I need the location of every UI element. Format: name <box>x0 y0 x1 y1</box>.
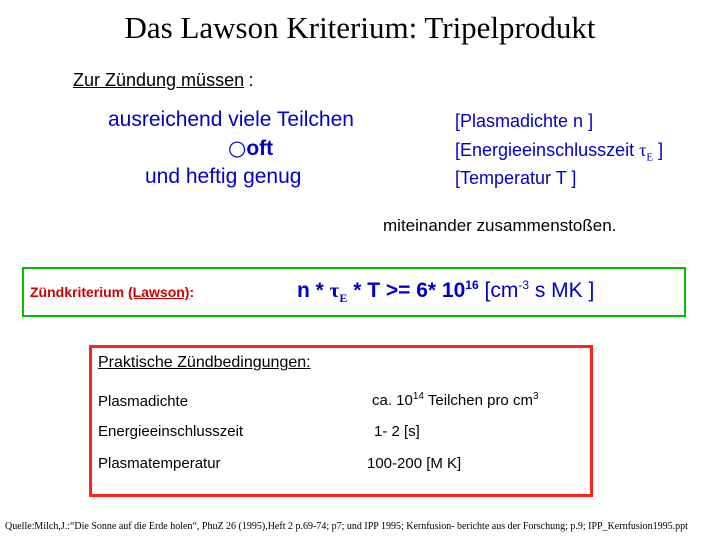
bracket-temperature: [Temperatur T ] <box>455 168 577 188</box>
bracket-confinement: [Energieeinschlusszeit $\tau_E$ ] <box>455 140 664 164</box>
row-label-density: Plasmadichte <box>98 393 189 410</box>
collision-line: miteinander zusammenstoßen. <box>383 216 617 235</box>
intro-colon: : <box>248 70 254 90</box>
row-value-confinement: 1- 2 [s] <box>374 423 420 440</box>
practical-conditions-box <box>89 345 593 497</box>
often-symbol-icon: ○ <box>228 136 247 160</box>
intro-line <box>73 70 254 91</box>
row-value-density: ca. $10^{14}$ Teilchen pro $cm^3$ <box>372 391 539 409</box>
condition-many-particles: ausreichend viele Teilchen <box>108 108 354 131</box>
row-label-confinement: Energieeinschlusszeit <box>98 423 244 440</box>
condition-hard-enough: und heftig genug <box>145 165 302 188</box>
source-footer: Quelle:Milch,J.:“Die Sonne auf die Erde holen“, PhuZ 26 (1995),Heft 2 p.69-74; p7; und IPP 1995; Kernfusion- berichte aus der Forschung; p.9; IPP_Kernfusion1995.ppt <box>5 521 688 532</box>
practical-heading: Praktische Zündbedingungen: <box>98 354 311 371</box>
condition-often: ○oft <box>228 136 274 160</box>
criterion-label: Zündkriterium (Lawson): <box>30 284 195 300</box>
intro-text: Zur Zündung müssen <box>73 70 245 90</box>
triple-product-formula: $n * \tau_E * T >= 6*$ $10^{16}$ [$cm^{-3}$ s MK ] <box>297 278 595 306</box>
row-value-temperature: 100-200 [M K] <box>367 455 462 472</box>
ignition-criterion-box <box>22 267 686 317</box>
page-title: Das Lawson Kriterium: Tripelprodukt <box>124 10 596 45</box>
row-label-temperature: Plasmatemperatur <box>98 455 221 472</box>
bracket-density: [Plasmadichte n ] <box>455 111 594 131</box>
